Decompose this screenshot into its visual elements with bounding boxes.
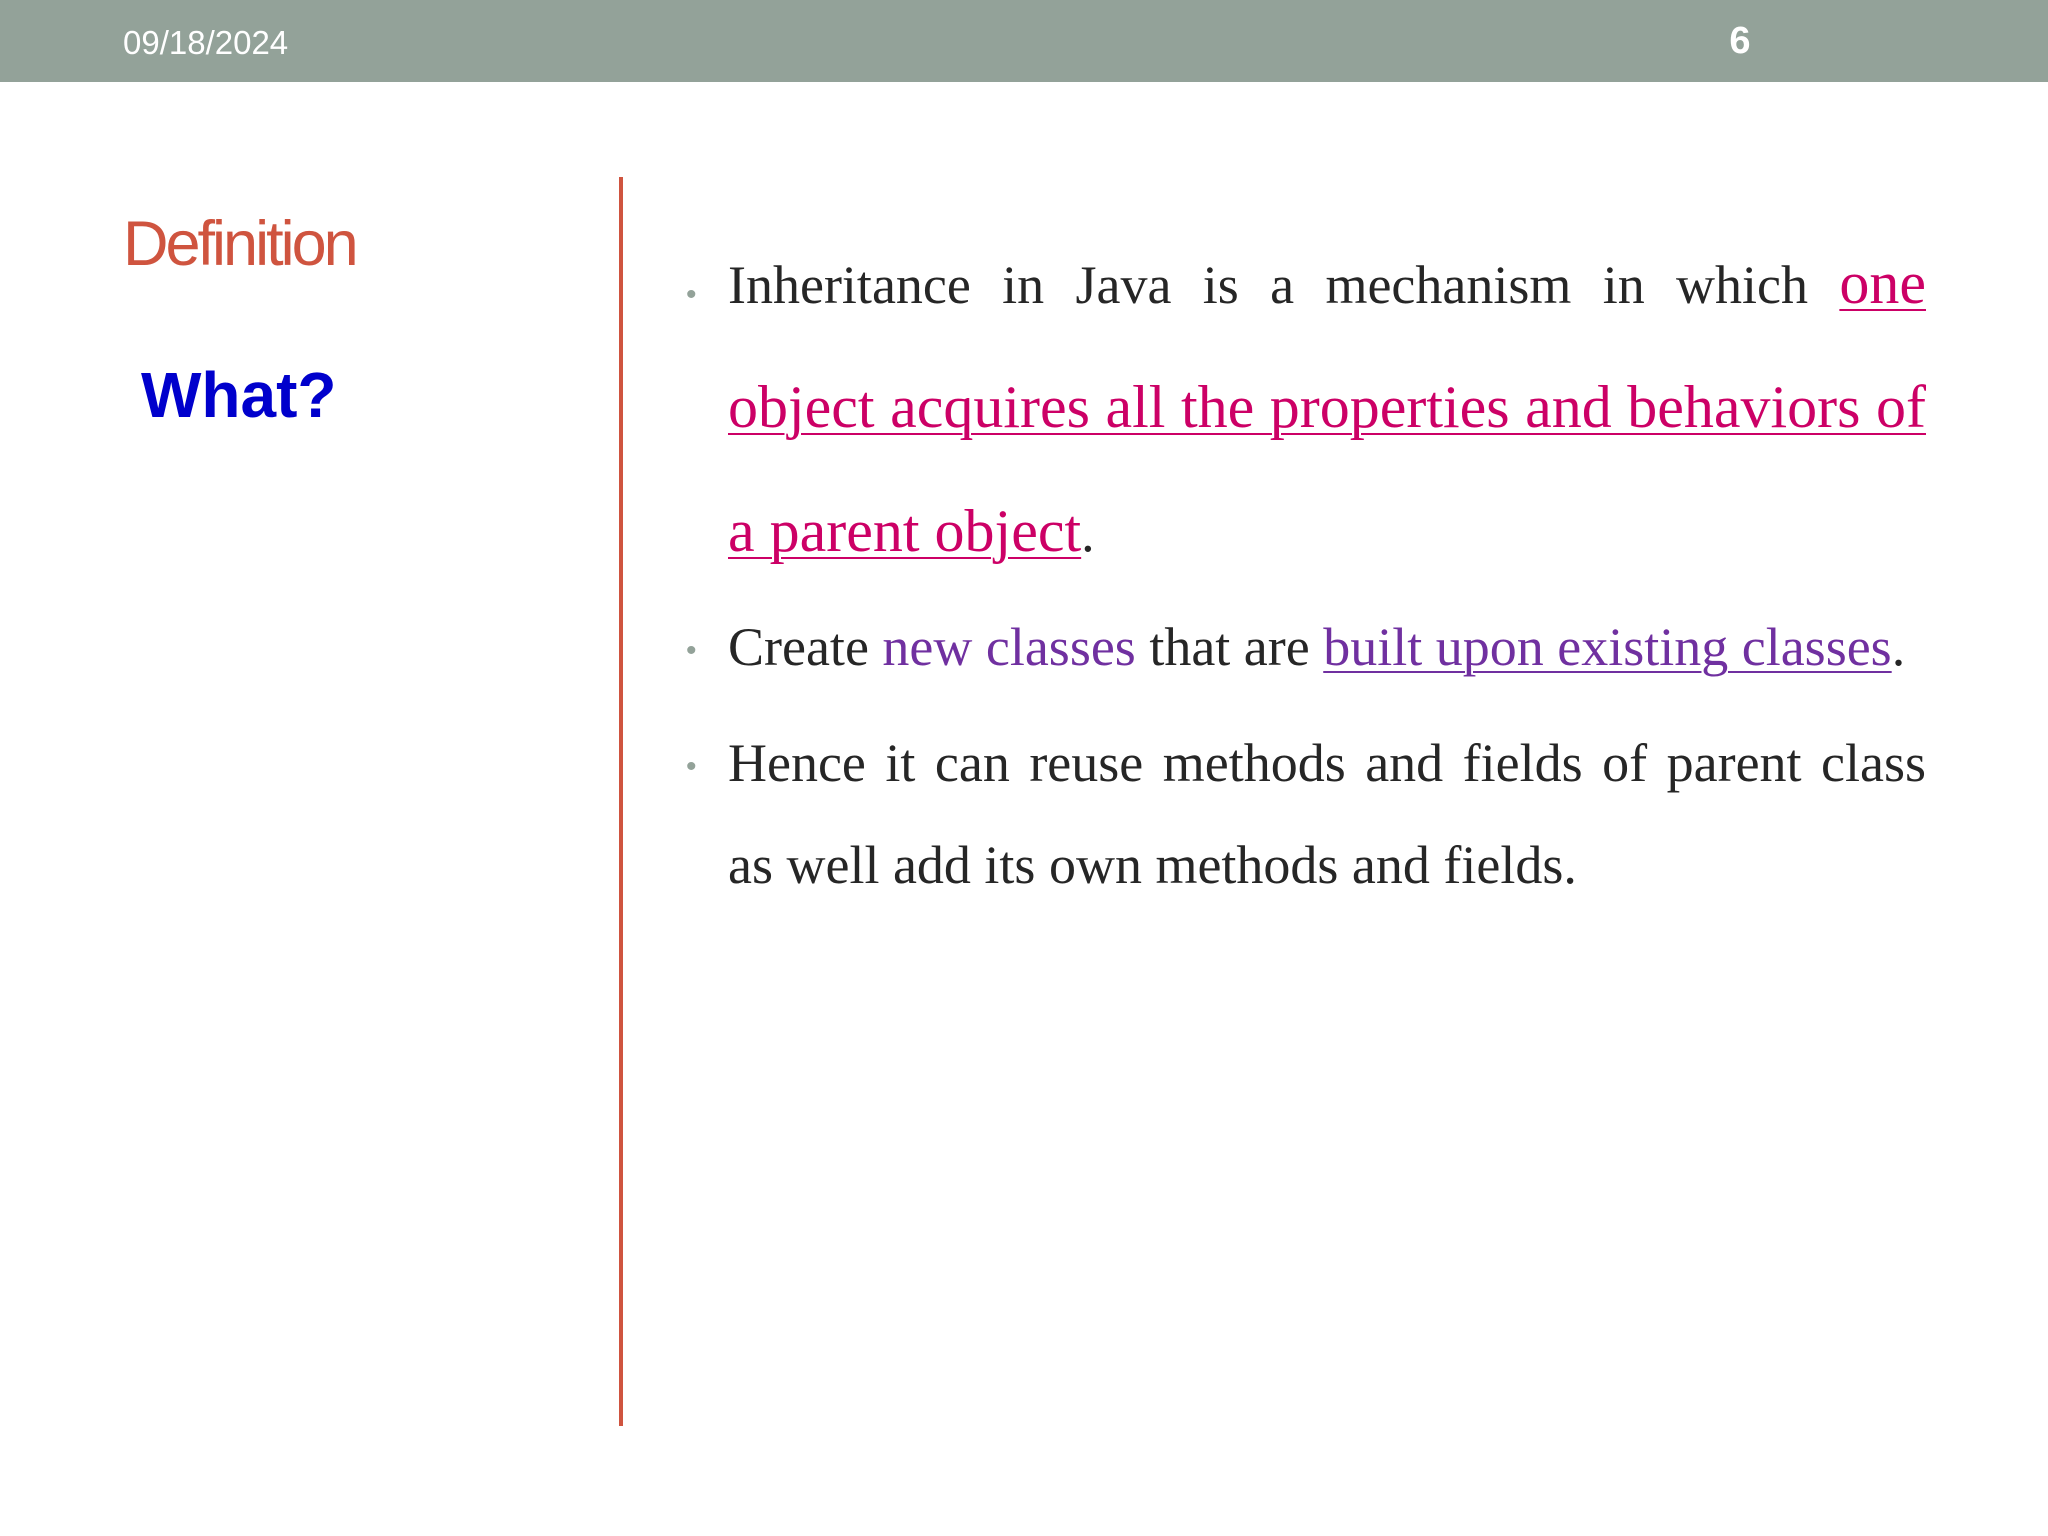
header-bar: [0, 0, 2048, 82]
bullet-text: .: [1891, 617, 1906, 677]
vertical-divider: [619, 177, 623, 1426]
bullet-text: that are: [1135, 617, 1324, 677]
bullet-item: [686, 712, 1926, 916]
bullet-list: [686, 222, 1926, 916]
slide-date: 09/18/2024: [123, 24, 289, 61]
bullet-text: Inheritance in Java is a mechanism in which: [728, 255, 1840, 315]
bullet-item: [686, 222, 1926, 594]
bullet-dot-icon: •: [686, 634, 697, 667]
bullet-dot-icon: •: [686, 750, 697, 783]
bullet-dot-icon: •: [686, 278, 697, 311]
bullet-text: Hence it can reuse methods and fields of parent class as well add its own methods and fields.: [728, 733, 1926, 895]
highlight-text: built upon existing classes: [1323, 617, 1892, 677]
section-subtitle: What?: [141, 359, 337, 431]
bullet-text: .: [1081, 503, 1095, 563]
section-title: Definition: [123, 209, 356, 279]
bullet-item: [686, 596, 1926, 698]
highlight-text: object acquires all the properties and behaviors of a parent object: [728, 374, 1926, 564]
highlight-text: new classes: [882, 617, 1136, 677]
bullet-text: Create: [728, 617, 883, 677]
highlight-text: one: [1839, 250, 1926, 316]
slide-number: 6: [1729, 20, 1751, 62]
